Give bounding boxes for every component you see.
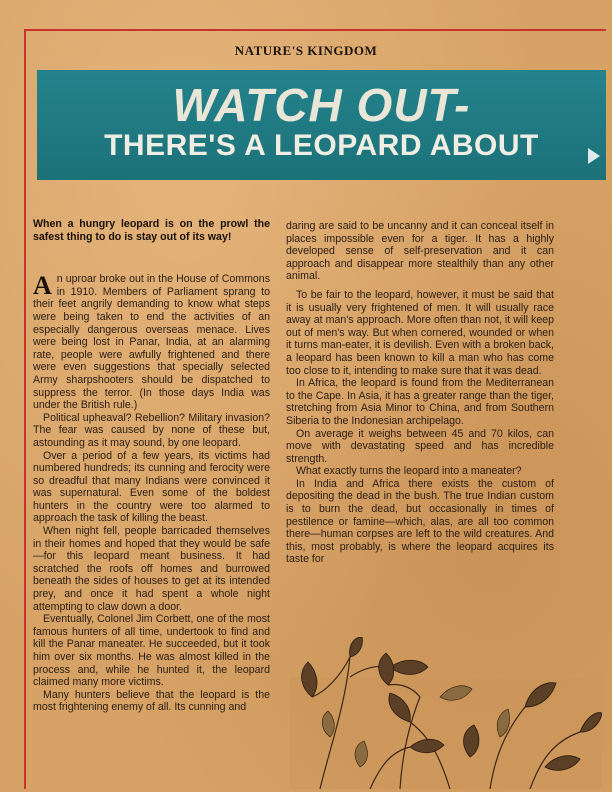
article-paragraph: Many hunters believe that the leopard is the most frightening enemy of all. Its cunning and — [33, 688, 270, 714]
left-column — [33, 218, 270, 714]
right-column — [286, 220, 554, 566]
article-paragraph: On average it weighs between 45 and 70 kilos, can move with devastating speed and has incredible strength. — [286, 427, 554, 465]
article-paragraph: To be fair to the leopard, however, it must be said that it is usually very frightened of men. It will usually race away at man's approach. More often than not, it will keep out of men's way. But when cornered, wounded or when it turns man-eater, it is devilish. Even with a broken back, a leopard has been known to kill a man who has come too close to it, intending to make sure that it was dead. — [286, 288, 554, 377]
article-paragraph — [33, 273, 270, 412]
pointer-arrow-icon — [588, 148, 600, 164]
article-paragraph: What exactly turns the leopard into a maneater? — [296, 465, 522, 478]
first-paragraph-text: n uproar broke out in the House of Commons in 1910. Members of Parliament sprang to their feet angrily demanding to know what steps were being taken to end the activities of an especially dangerous overseas menace. Lives were being lost in Panar, India, at an alarming rate, people were awfully frightened and there were even suggestions that specially selected Army sharpshooters should be dispatched to suppress the terror. (In those days India was under the British rule.) — [33, 273, 270, 412]
section-label: NATURE'S KINGDOM — [234, 43, 378, 58]
drop-cap: A — [33, 271, 52, 301]
red-rule-left — [24, 29, 26, 789]
lead-paragraph: When a hungry leopard is on the prowl the safest thing to do is stay out of its way! — [33, 218, 270, 243]
red-rule-top — [24, 29, 606, 31]
article-paragraph: In Africa, the leopard is found from the Mediterranean to the Cape. In Asia, it has a greater range than the tiger, stretching from Asia Minor to China, and from Southern Siberia to the Indonesian archipelago. — [286, 377, 554, 427]
title-banner — [37, 70, 606, 180]
banner-title-line1: WATCH OUT- — [172, 79, 471, 131]
article-paragraph: Political upheaval? Rebellion? Military invasion? The fear was caused by none of these but, astounding as it may sound, by one leopard. — [33, 411, 270, 449]
jungle-foliage-illustration — [290, 637, 602, 789]
article-paragraph: Eventually, Colonel Jim Corbett, one of the most famous hunters of all time, undertook to find and kill the Panar maneater. He succeeded, but it took him over six months. He was almost killed in the process and, while he hunted it, the leopard claimed many more victims. — [33, 613, 270, 689]
article-paragraph: When night fell, people barricaded themselves in their homes and hoped that they would be safe—for this leopard meant business. It had scratched the roofs off homes and burrowed beneath the sides of houses to get at its intended prey, and once it had spent a whole night attempting to claw down a door. — [33, 525, 270, 613]
article-paragraph: daring are said to be uncanny and it can conceal itself in places impossible even for a tiger. It has a highly developed sense of self-preservation and it can approach and disappear more stealthily than any other animal. — [286, 220, 554, 283]
banner-title-line2: THERE'S A LEOPARD ABOUT — [104, 129, 539, 162]
article-paragraph: In India and Africa there exists the custom of depositing the dead in the bush. The true Indian custom is to burn the dead, but occasionally in times of pestilence or famine—which, alas, are all too common there—human corpses are left to the wild creatures. And this, most probably, is where the leopard acquires its taste for — [286, 477, 554, 566]
article-paragraph: Over a period of a few years, its victims had numbered hundreds; its cunning and ferocity were so dreadful that many Indians were convinced it was supernatural. Even some of the boldest hunters in the country were too alarmed to approach the task of killing the beast. — [33, 449, 270, 525]
